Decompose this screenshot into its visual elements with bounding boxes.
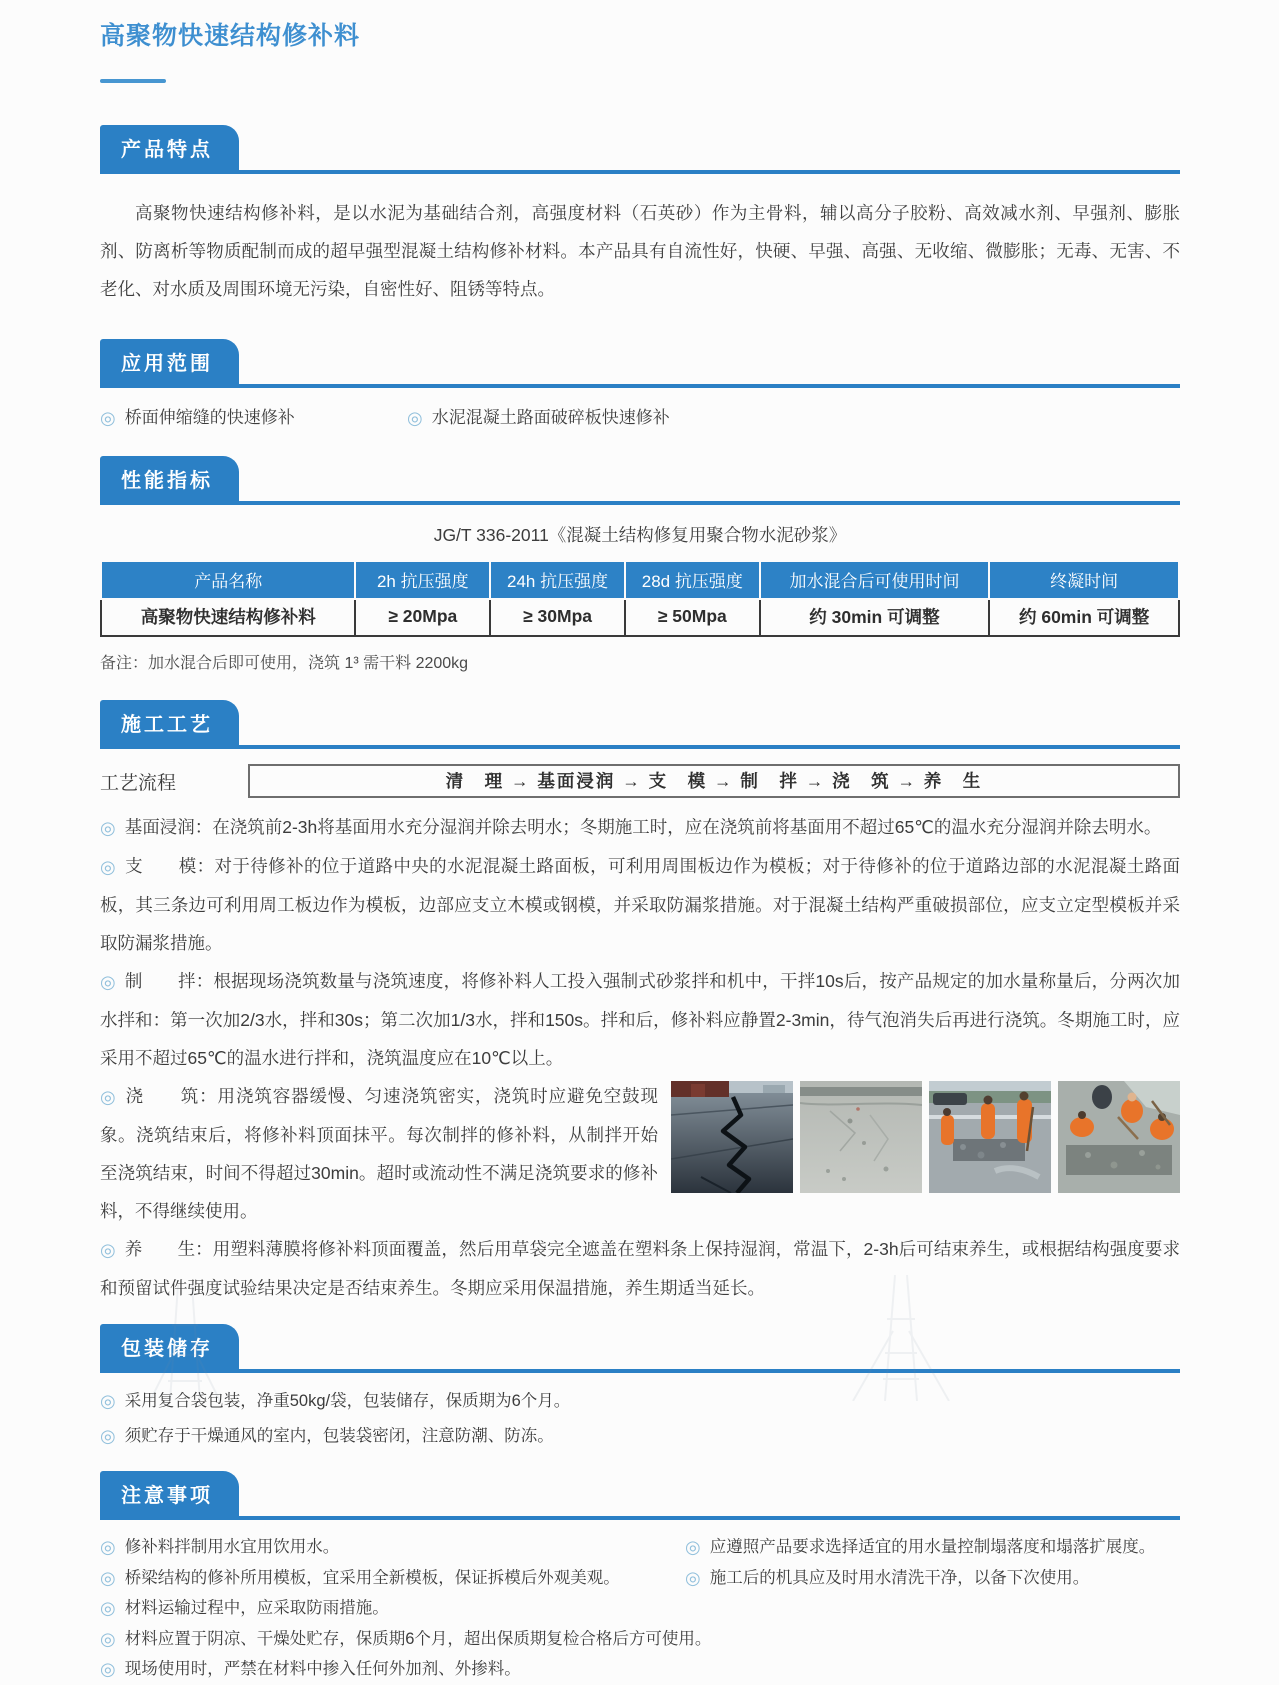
list-item <box>685 1532 1180 1563</box>
bullet-icon: ◎ <box>100 1567 116 1588</box>
application-label: 水泥混凝土路面破碎板快速修补 <box>431 408 670 427</box>
flow-diagram: 清 理 → 基面浸润 → 支 模 → 制 拌 → 浇 筑 → 养 生 <box>248 764 1180 798</box>
precaution-text: 材料运输过程中，应采取防雨措施。 <box>124 1599 389 1617</box>
precaution-row <box>100 1624 1180 1655</box>
list-item <box>100 1624 711 1655</box>
column-header: 28d 抗压强度 <box>625 561 760 599</box>
pavement-repair-crew-photo <box>1058 1081 1180 1193</box>
list-item <box>100 1419 1180 1454</box>
column-header: 加水混合后可使用时间 <box>760 561 990 599</box>
storage-text: 采用复合袋包装，净重50kg/袋，包装储存，保质期为6个月。 <box>124 1392 571 1410</box>
table-cell: ≥ 50Mpa <box>625 599 760 636</box>
bullet-icon: ◎ <box>100 1537 116 1557</box>
list-item <box>100 1532 685 1563</box>
applications-list <box>100 403 1180 429</box>
section-header-precautions <box>100 1471 1180 1520</box>
precaution-text: 修补料拌制用水宜用饮用水。 <box>124 1538 340 1556</box>
bullet-icon: ◎ <box>100 1598 116 1618</box>
list-item <box>100 1593 685 1624</box>
damaged-concrete-slab-photo <box>800 1081 922 1193</box>
features-paragraph: 高聚物快速结构修补料，是以水泥为基础结合剂，高强度材料（石英砂）作为主骨料，辅以高分子胶粉、高效减水剂、早强剂、膨胀剂、防离析等物质配制而成的超早强型混凝土结构修补材料。本产品具有自流性好，快硬、早强、高强、无收缩、微膨胀；无毒、无害、不老化、对水质及周围环境无污染，自密性好、阻锈等特点。 <box>100 203 1180 299</box>
table-remark: 备注：加水混合后即可使用，浇筑 1³ 需干料 2200kg <box>100 655 469 672</box>
process-steps <box>100 808 1180 1307</box>
step-text: ：在浇筑前2-3h将基面用水充分湿润并除去明水；冬期施工时，应在浇筑前将基面用不超过65℃的温水充分湿润并除去明水。 <box>194 817 1162 837</box>
list-item <box>407 403 670 429</box>
section-header-applications <box>100 339 1180 388</box>
section-header-features <box>100 125 1180 174</box>
bullet-icon: ◎ <box>685 1537 701 1557</box>
precaution-row <box>100 1654 1180 1685</box>
list-item <box>100 1654 685 1685</box>
precaution-text: 现场使用时，严禁在材料中掺入任何外加剂、外掺料。 <box>124 1660 521 1678</box>
bullet-icon: ◎ <box>100 1087 117 1107</box>
step-text: ：用浇筑容器缓慢、匀速浇筑密实，浇筑时应避免空鼓现象。浇筑结束后，将修补料顶面抹平。每次制拌的修补料，从制拌开始至浇筑结束，时间不得超过30min。超时或流动性不满足浇筑要求的修补料，不得继续使用。 <box>100 1086 659 1221</box>
precautions-tab: 注意事项 <box>100 1471 239 1516</box>
column-header: 24h 抗压强度 <box>490 561 625 599</box>
application-label: 桥面伸缩缝的快速修补 <box>124 408 295 427</box>
process-step <box>100 808 1180 847</box>
list-item-empty <box>685 1593 1180 1624</box>
bridge-watermark-icon <box>845 1275 955 1401</box>
step-term: 制 拌 <box>124 971 196 991</box>
bullet-icon: ◎ <box>100 1240 116 1260</box>
column-header: 产品名称 <box>101 561 355 599</box>
bullet-icon: ◎ <box>100 1659 116 1679</box>
performance-table <box>100 560 1180 637</box>
precaution-row <box>100 1563 1180 1594</box>
bullet-icon: ◎ <box>685 1567 701 1588</box>
column-header: 2h 抗压强度 <box>355 561 490 599</box>
bullet-icon: ◎ <box>100 1426 116 1446</box>
table-cell: 约 60min 可调整 <box>989 599 1179 636</box>
table-cell: 约 30min 可调整 <box>760 599 990 636</box>
table-row <box>101 599 1179 636</box>
table-header-row <box>101 561 1179 599</box>
process-step <box>100 1230 1180 1307</box>
step-term: 支 模 <box>125 856 197 876</box>
process-step <box>100 847 1180 962</box>
process-step <box>100 962 1180 1077</box>
performance-tab: 性能指标 <box>100 456 239 501</box>
list-item <box>100 1563 685 1594</box>
construction-photos <box>671 1081 1180 1193</box>
list-item <box>100 403 407 429</box>
title-underline <box>100 79 166 83</box>
bullet-icon: ◎ <box>100 972 116 992</box>
applications-tab: 应用范围 <box>100 339 239 384</box>
standard-reference: JG/T 336-2011《混凝土结构修复用聚合物水泥砂浆》 <box>433 525 847 545</box>
road-repair-workers-photo <box>929 1081 1051 1193</box>
table-cell: ≥ 20Mpa <box>355 599 490 636</box>
bullet-icon: ◎ <box>100 408 116 428</box>
step-text: ：根据现场浇筑数量与浇筑速度，将修补料人工投入强制式砂浆拌和机中，干拌10s后，按产品规定的加水量称量后，分两次加水拌和：第一次加2/3水，拌和30s；第二次加1/3水，拌和150s。拌和后，修补料应静置2-3min，待气泡消失后再进行浇筑。冬期施工时，应采用不超过65℃的温水进行拌和，浇筑温度应在10℃以上。 <box>100 971 1181 1068</box>
storage-text: 须贮存于干燥通风的室内，包装袋密闭，注意防潮、防冻。 <box>124 1427 554 1445</box>
column-header: 终凝时间 <box>989 561 1179 599</box>
section-header-storage <box>100 1324 1180 1373</box>
features-tab: 产品特点 <box>100 125 239 170</box>
precaution-text: 应遵照产品要求选择适宜的用水量控制塌落度和塌落扩展度。 <box>709 1538 1156 1556</box>
bullet-icon: ◎ <box>100 1628 116 1649</box>
process-step <box>100 1077 1180 1230</box>
bridge-watermark-icon <box>140 1285 230 1401</box>
step-term: 养 生 <box>124 1239 196 1259</box>
flow-label: 工艺流程 <box>100 772 177 794</box>
step-term: 基面浸润 <box>124 817 195 837</box>
table-cell: ≥ 30Mpa <box>490 599 625 636</box>
storage-tab: 包装储存 <box>100 1324 239 1369</box>
storage-list <box>100 1384 1180 1454</box>
precaution-row <box>100 1593 1180 1624</box>
table-cell: 高聚物快速结构修补料 <box>101 599 355 636</box>
list-item <box>100 1384 1180 1419</box>
precaution-row <box>100 1532 1180 1563</box>
step-text: ：用塑料薄膜将修补料顶面覆盖，然后用草袋完全遮盖在塑料条上保持湿润，常温下，2-3h后可结束养生，或根据结构强度要求和预留试件强度试验结果决定是否结束养生。冬期应采用保温措施，养生期适当延长。 <box>100 1239 1180 1298</box>
list-item-empty <box>711 1624 1180 1655</box>
section-header-process <box>100 700 1180 749</box>
bullet-icon: ◎ <box>100 1391 116 1411</box>
page-title: 高聚物快速结构修补料 <box>100 22 361 50</box>
bullet-icon: ◎ <box>100 818 116 838</box>
precaution-text: 材料应置于阴凉、干燥处贮存，保质期6个月，超出保质期复检合格后方可使用。 <box>124 1629 712 1648</box>
precautions-list <box>100 1532 1180 1685</box>
list-item <box>685 1563 1180 1594</box>
bullet-icon: ◎ <box>100 857 117 877</box>
process-tab: 施工工艺 <box>100 700 239 745</box>
list-item-empty <box>685 1654 1180 1685</box>
precaution-text: 桥梁结构的修补所用模板，宜采用全新模板，保证拆模后外观美观。 <box>124 1568 620 1587</box>
bullet-icon: ◎ <box>407 408 423 428</box>
section-header-performance <box>100 456 1180 505</box>
cracked-pavement-photo <box>671 1081 793 1193</box>
step-text: ：对于待修补的位于道路中央的水泥混凝土路面板，可利用周围板边作为模板；对于待修补的位于道路边部的水泥混凝土路面板，其三条边可利用周工板边作为模板，边部应支立木模或钢模，并采取防漏浆措施。对于混凝土结构严重破损部位，应支立定型模板并采取防漏浆措施。 <box>100 856 1180 953</box>
process-flow-row <box>100 764 1180 798</box>
precaution-text: 施工后的机具应及时用水清洗干净，以备下次使用。 <box>709 1568 1090 1587</box>
step-term: 浇 筑 <box>125 1086 200 1106</box>
